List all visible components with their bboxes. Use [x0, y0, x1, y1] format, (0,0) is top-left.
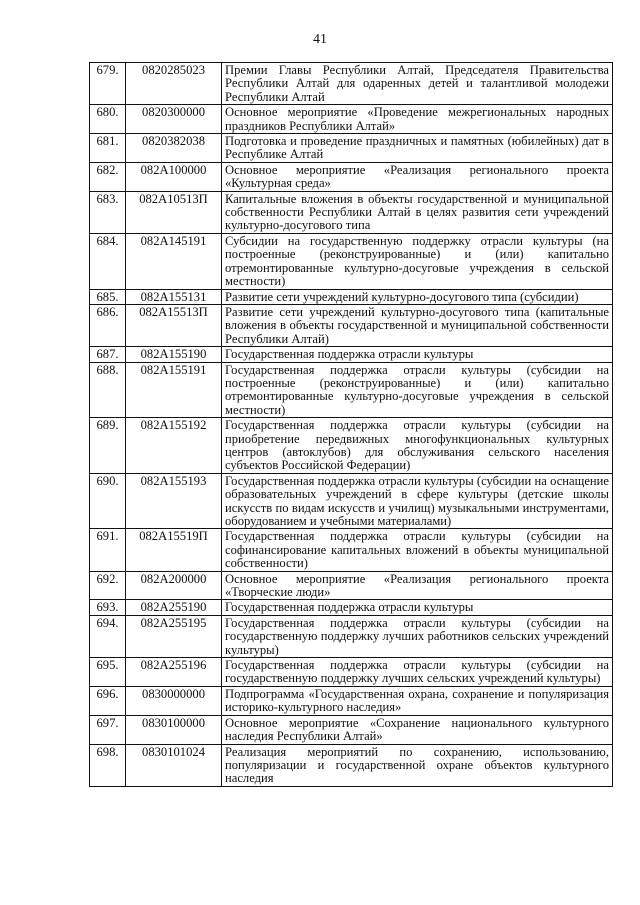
table-row [90, 529, 613, 571]
row-number: 696. [90, 686, 126, 715]
table-row [90, 233, 613, 289]
table-row [90, 162, 613, 191]
row-name: Государственная поддержка отрасли культуры (субсидии на построенные (реконструированные) и (или) капитально отремонтированные культурно-досуговые учреждения в сельской местности) [222, 362, 613, 418]
row-code: 0830000000 [126, 686, 222, 715]
row-name: Основное мероприятие «Реализация регионального проекта «Культурная среда» [222, 162, 613, 191]
row-code: 082А155193 [126, 473, 222, 529]
row-number: 692. [90, 571, 126, 600]
row-code: 082А100000 [126, 162, 222, 191]
row-number: 689. [90, 418, 126, 474]
table-row [90, 715, 613, 744]
table-row [90, 418, 613, 474]
row-number: 683. [90, 191, 126, 233]
row-name: Субсидии на государственную поддержку отрасли культуры (на построенные (реконструированные) и (или) капитально отремонтированные культурно-досуговые учреждения в сельской местности) [222, 233, 613, 289]
table-row [90, 744, 613, 786]
row-number: 679. [90, 63, 126, 105]
row-code: 082А155131 [126, 289, 222, 304]
row-name: Государственная поддержка отрасли культуры (субсидии на государственную поддержку лучших сельских учреждений культуры) [222, 658, 613, 687]
table-row [90, 600, 613, 615]
row-number: 682. [90, 162, 126, 191]
table-row [90, 615, 613, 657]
table-body [90, 63, 613, 787]
row-code: 082А155192 [126, 418, 222, 474]
row-name: Основное мероприятие «Проведение межрегиональных народных праздников Республики Алтай» [222, 105, 613, 134]
budget-codes-table [89, 62, 613, 787]
row-name: Основное мероприятие «Сохранение национального культурного наследия Республики Алтай» [222, 715, 613, 744]
table-row [90, 105, 613, 134]
row-number: 698. [90, 744, 126, 786]
table-row [90, 362, 613, 418]
table-row [90, 347, 613, 362]
table-row [90, 191, 613, 233]
row-name: Подпрограмма «Государственная охрана, сохранение и популяризация историко-культурного наследия» [222, 686, 613, 715]
row-code: 082А155191 [126, 362, 222, 418]
row-code: 082А200000 [126, 571, 222, 600]
row-name: Государственная поддержка отрасли культуры (субсидии на государственную поддержку лучших работников сельских учреждений культуры) [222, 615, 613, 657]
row-name: Государственная поддержка отрасли культуры [222, 600, 613, 615]
row-name: Государственная поддержка отрасли культуры (субсидии на оснащение образовательных учреждений в сфере культуры (детские школы искусств по видам искусств и училищ) музыкальными инструментами, оборудованием и учебными материалами) [222, 473, 613, 529]
row-number: 694. [90, 615, 126, 657]
row-number: 684. [90, 233, 126, 289]
row-code: 0830100000 [126, 715, 222, 744]
row-code: 082А15519П [126, 529, 222, 571]
row-code: 0820300000 [126, 105, 222, 134]
table-row [90, 289, 613, 304]
row-code: 082А155190 [126, 347, 222, 362]
row-name: Капитальные вложения в объекты государственной и муниципальной собственности Республики Алтай в целях развития сети учреждений культурно-досугового типа [222, 191, 613, 233]
row-number: 685. [90, 289, 126, 304]
table-row [90, 63, 613, 105]
row-code: 082А255196 [126, 658, 222, 687]
row-number: 686. [90, 304, 126, 346]
row-name: Развитие сети учреждений культурно-досугового типа (субсидии) [222, 289, 613, 304]
row-number: 688. [90, 362, 126, 418]
table-row [90, 686, 613, 715]
table-row [90, 658, 613, 687]
row-number: 681. [90, 134, 126, 163]
row-number: 697. [90, 715, 126, 744]
row-code: 0820285023 [126, 63, 222, 105]
row-code: 082А15513П [126, 304, 222, 346]
row-name: Государственная поддержка отрасли культуры (субсидии на приобретение передвижных многофункциональных культурных центров (автоклубов) для обслуживания сельского населения субъектов Российской Федерации) [222, 418, 613, 474]
row-code: 082А145191 [126, 233, 222, 289]
row-code: 082А255195 [126, 615, 222, 657]
table-row [90, 473, 613, 529]
row-code: 082А255190 [126, 600, 222, 615]
row-code: 0830101024 [126, 744, 222, 786]
row-name: Основное мероприятие «Реализация регионального проекта «Творческие люди» [222, 571, 613, 600]
row-name: Реализация мероприятий по сохранению, использованию, популяризации и государственной охране объектов культурного наследия [222, 744, 613, 786]
row-number: 695. [90, 658, 126, 687]
row-name: Премии Главы Республики Алтай, Председателя Правительства Республики Алтай для одаренных детей и талантливой молодежи Республики Алтай [222, 63, 613, 105]
row-name: Государственная поддержка отрасли культуры [222, 347, 613, 362]
table-row [90, 571, 613, 600]
row-name: Подготовка и проведение праздничных и памятных (юбилейных) дат в Республике Алтай [222, 134, 613, 163]
table-row [90, 304, 613, 346]
row-code: 0820382038 [126, 134, 222, 163]
table-row [90, 134, 613, 163]
row-number: 680. [90, 105, 126, 134]
row-number: 693. [90, 600, 126, 615]
row-code: 082А10513П [126, 191, 222, 233]
row-name: Развитие сети учреждений культурно-досугового типа (капитальные вложения в объекты государственной и муниципальной собственности Республики Алтай) [222, 304, 613, 346]
page-number: 41 [313, 32, 327, 47]
row-number: 691. [90, 529, 126, 571]
row-name: Государственная поддержка отрасли культуры (субсидии на софинансирование капитальных вложений в объекты муниципальной собственности) [222, 529, 613, 571]
row-number: 687. [90, 347, 126, 362]
row-number: 690. [90, 473, 126, 529]
